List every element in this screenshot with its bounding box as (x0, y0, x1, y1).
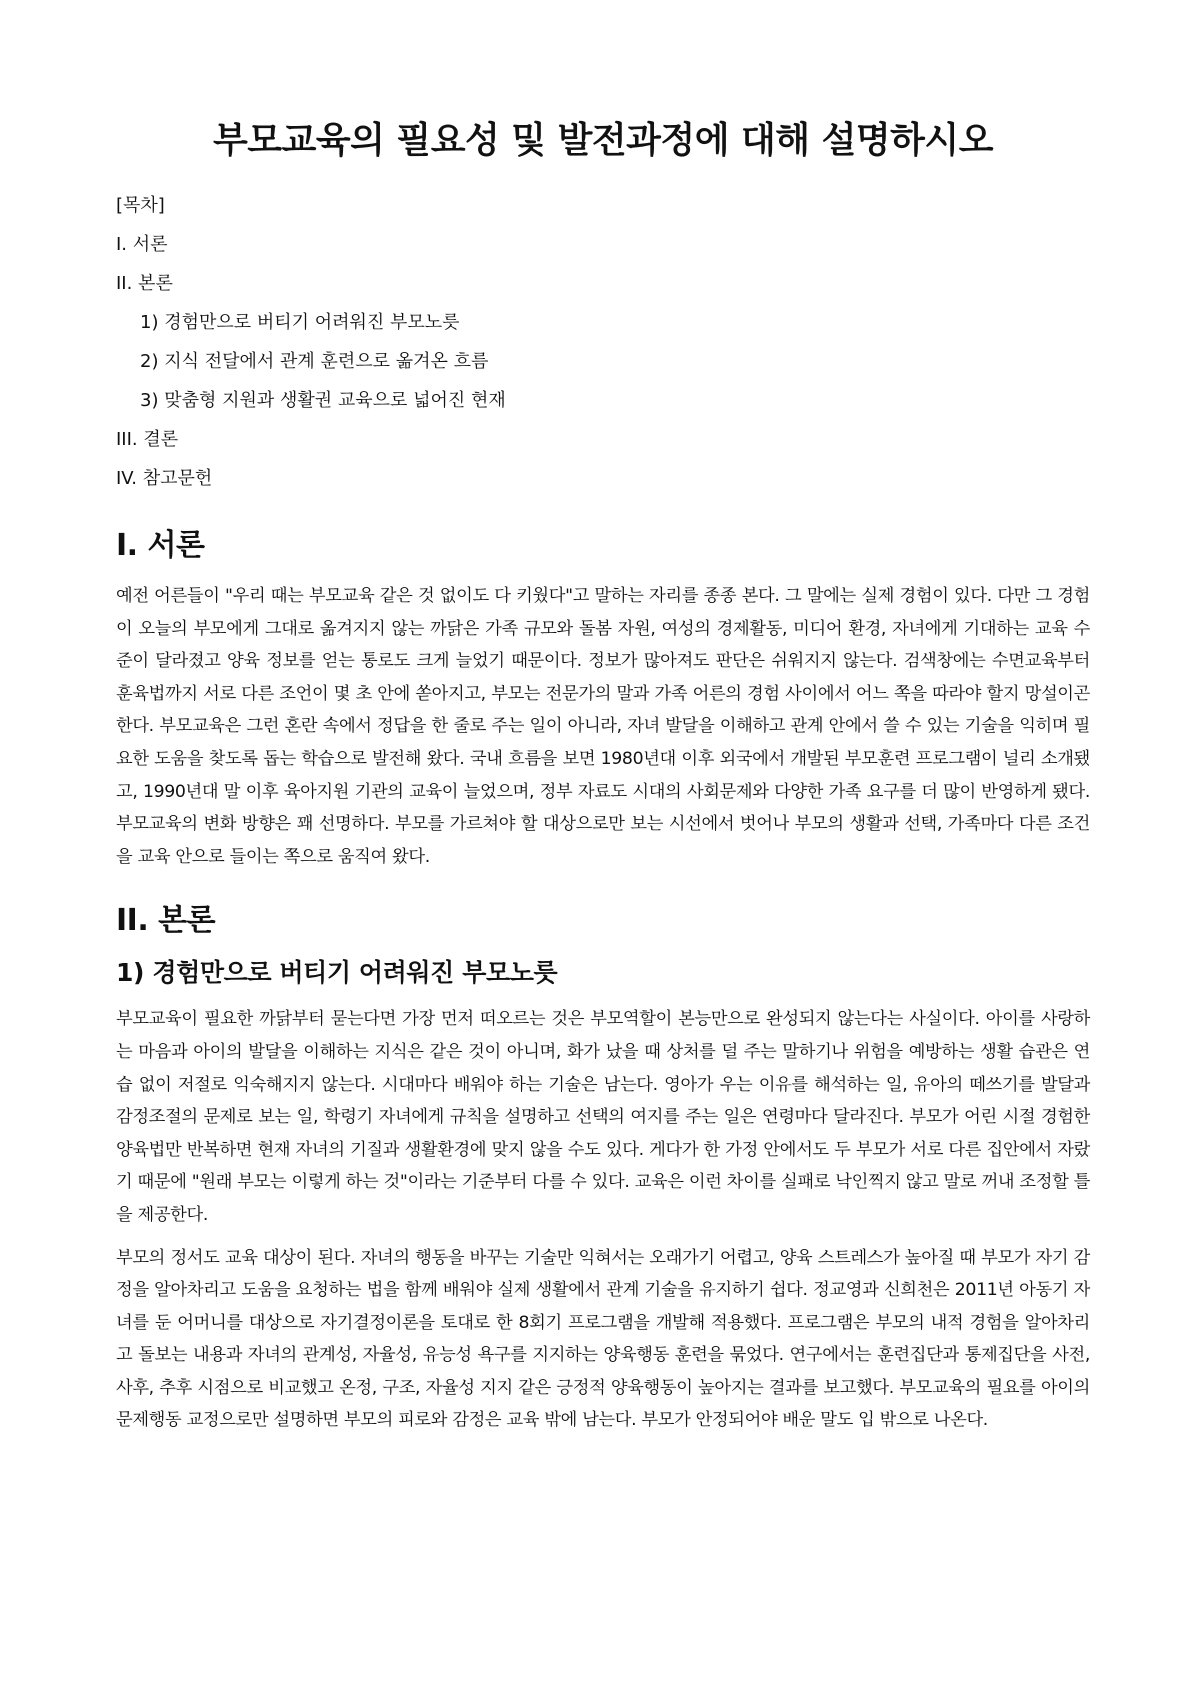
main-body-heading: II. 본론 (116, 903, 216, 939)
toc-item-main-body: II. 본론 (116, 273, 173, 294)
table-of-contents (116, 186, 1090, 498)
subsection-1-heading: 1) 경험만으로 버티기 어려워진 부모노릇 (116, 958, 558, 988)
toc-label: [목차] (116, 195, 165, 216)
subsection-1-paragraph-1: 부모교육이 필요한 까닭부터 묻는다면 가장 먼저 떠오르는 것은 부모역할이 본능만으로 완성되지 않는다는 사실이다. 아이를 사랑하는 마음과 아이의 발달을 이해하는 지식은 같은 것이 아니며, 화가 났을 때 상처를 덜 주는 말하기나 위험을 예방하는 생활 습관은 연습 없이 저절로 익숙해지지 않는다. 시대마다 배워야 하는 기술은 남는다. 영아가 우는 이유를 해석하는 일, 유아의 떼쓰기를 발달과 감정조절의 문제로 보는 일, 학령기 자녀에게 규칙을 설명하고 선택의 여지를 주는 일은 연령마다 달라진다. 부모가 어린 시절 경험한 양육법만 반복하면 현재 자녀의 기질과 생활환경에 맞지 않을 수도 있다. 게다가 한 가정 안에서도 두 부모가 서로 다른 집안에서 자랐기 때문에 "원래 부모는 이렇게 하는 것"이라는 기준부터 다를 수 있다. 교육은 이런 차이를 실패로 낙인찍지 않고 말로 꺼내 조정할 틀을 제공한다. (116, 1009, 1090, 1225)
toc-item-subsection-1: 1) 경험만으로 버티기 어려워진 부모노릇 (140, 312, 460, 333)
toc-item-introduction: I. 서론 (116, 234, 168, 255)
subsection-1-paragraph-2: 부모의 정서도 교육 대상이 된다. 자녀의 행동을 바꾸는 기술만 익혀서는 오래가기 어렵고, 양육 스트레스가 높아질 때 부모가 자기 감정을 알아차리고 도움을 요청하는 법을 함께 배워야 실제 생활에서 관계 기술을 유지하기 쉽다. 정교영과 신희천은 2011년 아동기 자녀를 둔 어머니를 대상으로 자기결정이론을 토대로 한 8회기 프로그램을 개발해 적용했다. 프로그램은 부모의 내적 경험을 알아차리고 돌보는 내용과 자녀의 관계성, 자율성, 유능성 욕구를 지지하는 양육행동 훈련을 묶었다. 연구에서는 훈련집단과 통제집단을 사전, 사후, 추후 시점으로 비교했고 온정, 구조, 자율성 지지 같은 긍정적 양육행동이 높아지는 결과를 보고했다. 부모교육의 필요를 아이의 문제행동 교정으로만 설명하면 부모의 피로와 감정은 교육 밖에 남는다. 부모가 안정되어야 배운 말도 입 밖으로 나온다. (116, 1247, 1090, 1431)
toc-item-subsection-3: 3) 맞춤형 지원과 생활권 교육으로 넓어진 현재 (140, 390, 506, 411)
document-title: 부모교육의 필요성 및 발전과정에 대해 설명하시오 (213, 120, 993, 161)
toc-item-references: IV. 참고문헌 (116, 468, 213, 489)
toc-item-subsection-2: 2) 지식 전달에서 관계 훈련으로 옮겨온 흐름 (140, 351, 489, 372)
toc-item-conclusion: III. 결론 (116, 429, 179, 450)
introduction-paragraph: 예전 어른들이 "우리 때는 부모교육 같은 것 없이도 다 키웠다"고 말하는 자리를 종종 본다. 그 말에는 실제 경험이 있다. 다만 그 경험이 오늘의 부모에게 그대로 옮겨지지 않는 까닭은 가족 규모와 돌봄 자원, 여성의 경제활동, 미디어 환경, 자녀에게 기대하는 교육 수준이 달라졌고 양육 정보를 얻는 통로도 크게 늘었기 때문이다. 정보가 많아져도 판단은 쉬워지지 않는다. 검색창에는 수면교육부터 훈육법까지 서로 다른 조언이 몇 초 안에 쏟아지고, 부모는 전문가의 말과 가족 어른의 경험 사이에서 어느 쪽을 따라야 할지 망설이곤 한다. 부모교육은 그런 혼란 속에서 정답을 한 줄로 주는 일이 아니라, 자녀 발달을 이해하고 관계 안에서 쓸 수 있는 기술을 익히며 필요한 도움을 찾도록 돕는 학습으로 발전해 왔다. 국내 흐름을 보면 1980년대 이후 외국에서 개발된 부모훈련 프로그램이 널리 소개됐고, 1990년대 말 이후 육아지원 기관의 교육이 늘었으며, 정부 자료도 시대의 사회문제와 다양한 가족 요구를 더 많이 반영하게 됐다. 부모교육의 변화 방향은 꽤 선명하다. 부모를 가르쳐야 할 대상으로만 보는 시선에서 벗어나 부모의 생활과 선택, 가족마다 다른 조건을 교육 안으로 들이는 쪽으로 움직여 왔다. (116, 586, 1090, 867)
introduction-heading: I. 서론 (116, 528, 205, 563)
